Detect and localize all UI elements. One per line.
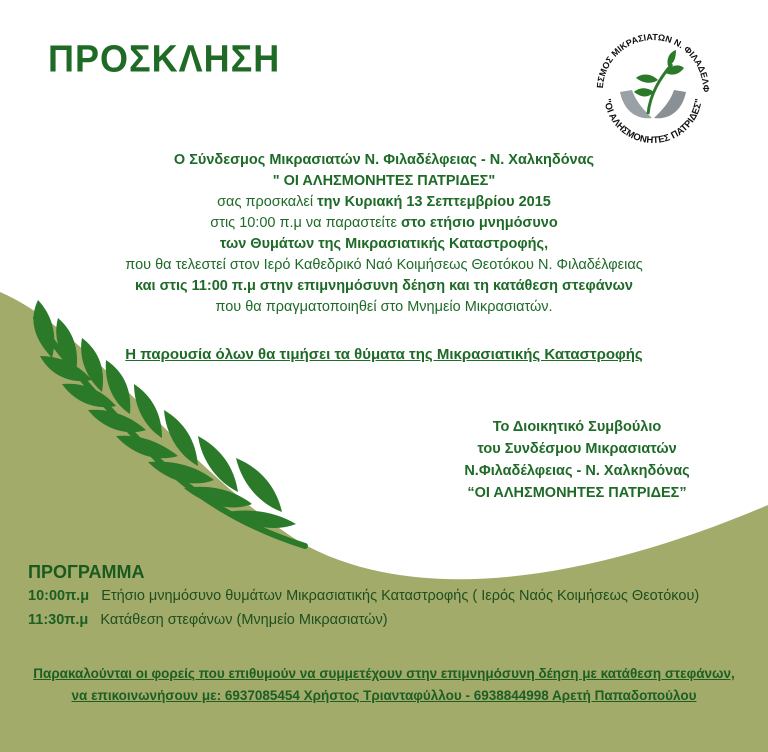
- hands-branch-icon: [620, 50, 686, 118]
- logo-bottom-text: "ΟΙ ΑΛΗΣΜΟΝΗΤΕΣ ΠΑΤΡΙΔΕΣ": [601, 97, 705, 147]
- program-heading: ΠΡΟΓΡΑΜΜΑ: [28, 562, 145, 582]
- invite-time-line: στις 10:00 π.μ να παραστείτε στο ετήσιο μνημόσυνο: [210, 215, 558, 231]
- presence-note: Η παρουσία όλων θα τιμήσει τα θύματα της Μικρασιατικής Καταστροφής: [125, 346, 643, 363]
- monument-line: που θα πραγματοποιηθεί στο Μνημείο Μικρασιατών.: [215, 299, 553, 315]
- church-line: που θα τελεστεί στον Ιερό Καθεδρικό Ναό Κοιμήσεως Θεοτόκου Ν. Φιλαδέλφειας: [125, 257, 643, 273]
- association-title: " ΟΙ ΑΛΗΣΜΟΝΗΤΕΣ ΠΑΤΡΙΔΕΣ": [272, 173, 496, 189]
- wreath-line: και στις 11:00 π.μ στην επιμνημόσυνη δέηση και τη κατάθεση στεφάνων: [135, 278, 633, 294]
- program-text: Ετήσιο μνημόσυνο θυμάτων Μικρασιατικής Καταστροφής ( Ιερός Ναός Κοιμήσεως Θεοτόκου): [101, 588, 700, 604]
- program-item: [28, 612, 388, 628]
- association-logo: [586, 20, 720, 154]
- board-signature: Το Διοικητικό Συμβούλιο του Συνδέσμου Μικρασιατών Ν.Φιλαδέλφειας - Ν. Χαλκηδόνας “ΟΙ ΑΛΗΣΜΟΝΗΤΕΣ ΠΑΤΡΙΔΕΣ”: [464, 419, 690, 501]
- footer-line-1: Παρακαλούνται οι φορείς που επιθυμούν να συμμετέχουν στην επιμνημόσυνη δέηση με κατάθεση στεφάνων,: [33, 666, 735, 681]
- program-time: 11:30π.μ: [28, 612, 89, 628]
- svg-text:"ΟΙ ΑΛΗΣΜΟΝΗΤΕΣ ΠΑΤΡΙΔΕΣ": [601, 98, 704, 146]
- logo-top-text: ΕΣΜΟΣ ΜΙΚΡΑΣΙΑΤΩΝ Ν. ΦΙΛΑΔΕΛΦ: [594, 31, 712, 93]
- footer-contact-line: να επικοινωνήσουν με: 6937085454 Χρήστος Τριανταφύλλου - 6938844998 Αρετή Παπαδοπούλου: [71, 688, 697, 703]
- program-text: Κατάθεση στεφάνων (Μνημείο Μικρασιατών): [100, 612, 388, 628]
- association-name: Ο Σύνδεσμος Μικρασιατών Ν. Φιλαδέλφειας - Ν. Χαλκηδόνας: [173, 152, 595, 168]
- page-title: ΠΡΟΣΚΛΗΣΗ: [48, 36, 281, 80]
- invitation-text: [0, 150, 768, 318]
- victims-line: των Θυμάτων της Μικρασιατικής Καταστροφής,: [219, 236, 549, 252]
- invite-date-line: σας προσκαλεί την Κυριακή 13 Σεπτεμβρίου 2015: [217, 194, 551, 210]
- program-time: 10:00π.μ: [28, 588, 90, 604]
- program-item: [28, 588, 699, 604]
